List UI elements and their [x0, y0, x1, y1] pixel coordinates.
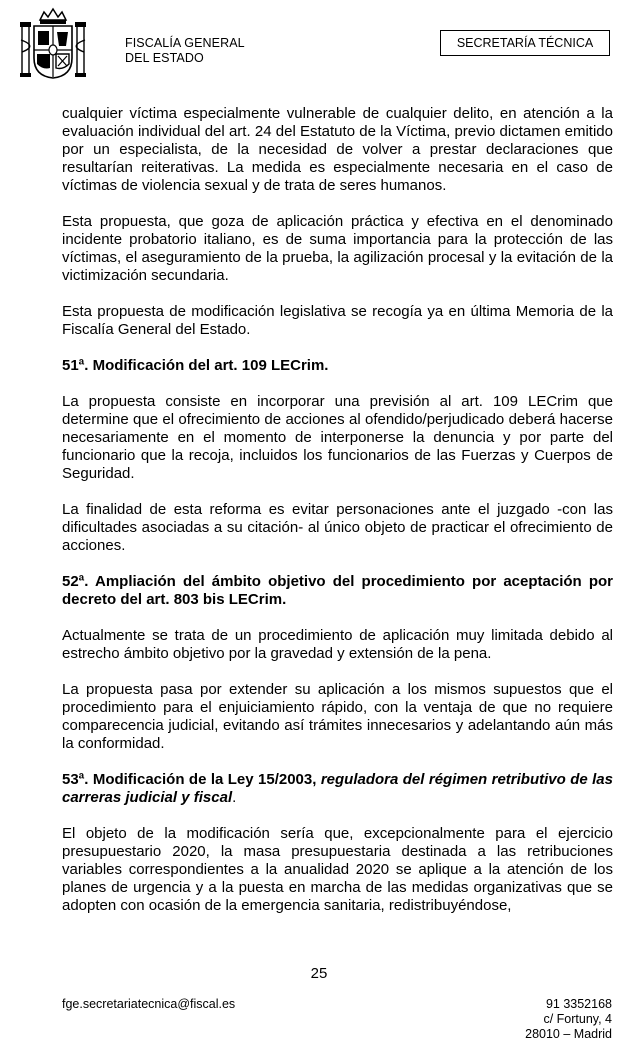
- heading-53-start: 53ª. Modificación de la Ley 15/2003,: [62, 771, 321, 788]
- footer-city: 28010 – Madrid: [525, 1027, 612, 1041]
- page-number: 25: [310, 965, 328, 982]
- footer-address: [525, 997, 612, 1042]
- paragraph: El objeto de la modificación sería que, excepcionalmente para el ejercicio presupuestario 2020, la masa presupuestaria destinada a las retribuciones variables correspondientes a la anualidad 2020 se aplique a la atención de los planes de urgencia y a la puesta en marcha de las medidas organizativas que se adopten con ocasión de la emergencia sanitaria, redistribuyéndose,: [62, 825, 613, 914]
- paragraph: cualquier víctima especialmente vulnerable de cualquier delito, en atención a la evaluación individual del art. 24 del Estatuto de la Víctima, previo dictamen emitido por un especialista, de la necesidad de volver a prestar declaraciones que resultarían reiterativas. La medida es especialmente necesaria en el caso de víctimas de violencia sexual y de trata de seres humanos.: [62, 105, 613, 194]
- section-heading-52: 52ª. Ampliación del ámbito objetivo del procedimiento por aceptación por decreto del art. 803 bis LECrim.: [62, 573, 613, 608]
- paragraph: La finalidad de esta reforma es evitar personaciones ante el juzgado -con las dificultades asociadas a su citación- al único objeto de practicar el ofrecimiento de acciones.: [62, 501, 613, 554]
- heading-53-law-title: reguladora del régimen retributivo de las carreras judicial y fiscal: [62, 771, 613, 806]
- coat-of-arms-spain-icon: [18, 6, 88, 82]
- footer-phone: 91 3352168: [545, 997, 612, 1011]
- section-heading-53: [62, 771, 613, 807]
- document-body: [62, 105, 613, 933]
- footer-email: fge.secretariatecnica@fiscal.es: [62, 997, 236, 1011]
- department-label: SECRETARÍA TÉCNICA: [440, 30, 610, 56]
- paragraph: Esta propuesta de modificación legislativa se recogía ya en última Memoria de la Fiscalía General del Estado.: [62, 303, 613, 338]
- footer-street: c/ Fortuny, 4: [543, 1012, 612, 1026]
- paragraph: La propuesta pasa por extender su aplicación a los mismos supuestos que el procedimiento para el enjuiciamiento rápido, con la ventaja de que no requiere comparecencia judicial, evitando así trámites innecesarios y adelantando aún más la conformidad.: [62, 681, 613, 752]
- org-name-line2: DEL ESTADO: [125, 51, 204, 65]
- paragraph: Actualmente se trata de un procedimiento de aplicación muy limitada debido al estrecho ámbito objetivo por la gravedad y extensión de la pena.: [62, 627, 613, 662]
- heading-53-end: .: [232, 789, 237, 806]
- section-heading-51: 51ª. Modificación del art. 109 LECrim.: [62, 357, 329, 374]
- paragraph: La propuesta consiste en incorporar una previsión al art. 109 LECrim que determine que el ofrecimiento de acciones al ofendido/perjudicado deberá hacerse necesariamente en el momento de interponerse la denuncia y por parte del funcionario que la recoja, incluidos los funcionarios de las Fuerzas y Cuerpos de Seguridad.: [62, 393, 613, 482]
- org-name-line1: FISCALÍA GENERAL: [125, 36, 245, 50]
- organization-name: [125, 36, 245, 66]
- paragraph: Esta propuesta, que goza de aplicación práctica y efectiva en el denominado incidente probatorio italiano, es de suma importancia para la protección de las víctimas, el aseguramiento de la prueba, la agilización procesal y la evitación de la victimización secundaria.: [62, 213, 613, 284]
